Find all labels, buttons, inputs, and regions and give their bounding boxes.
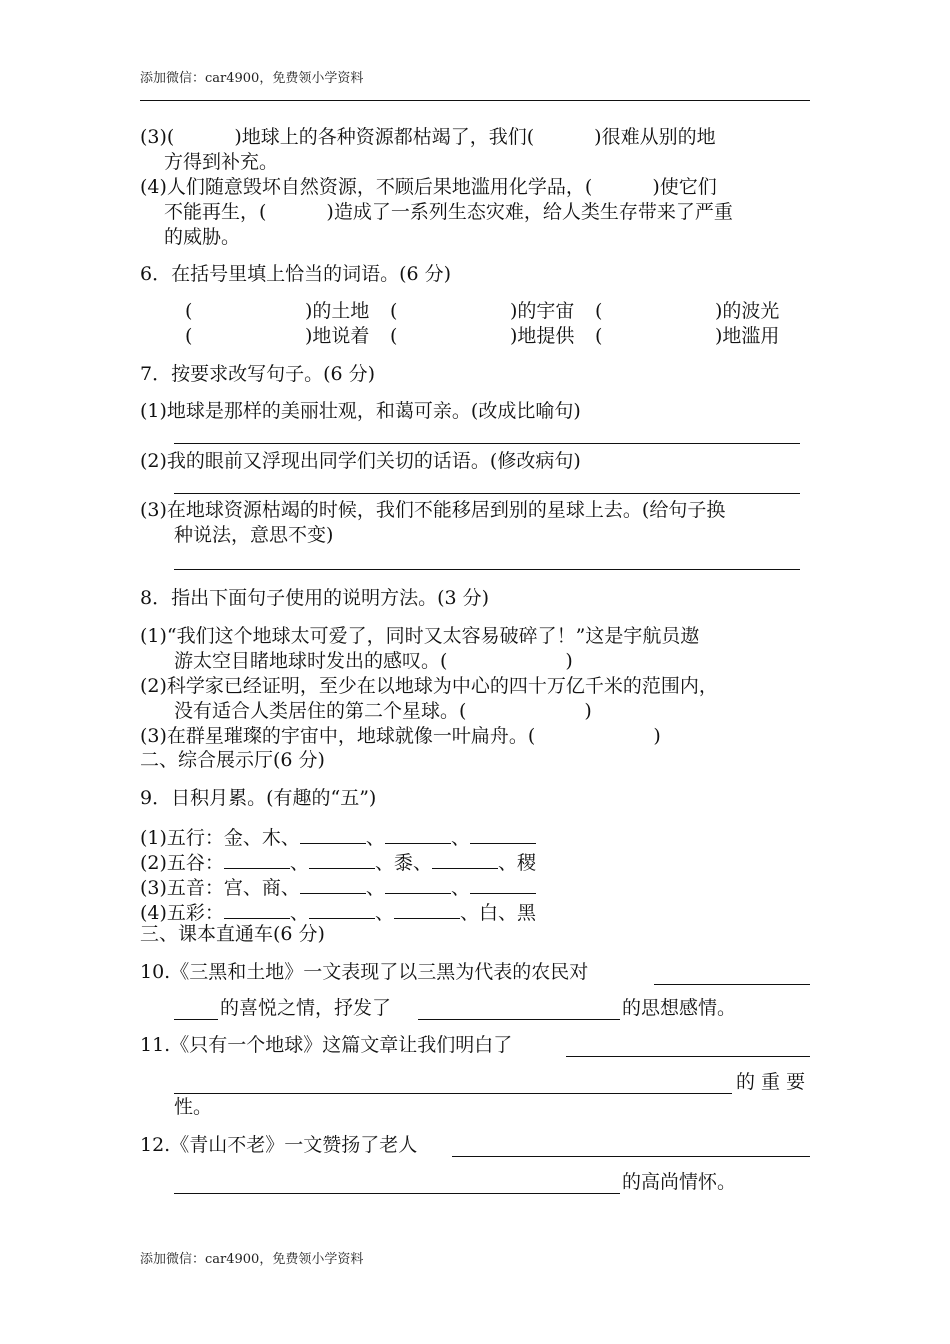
- q9-l1-blank2[interactable]: [385, 823, 451, 844]
- q6-r1-item2: )的宇宙: [510, 300, 575, 322]
- q9-l2-blank2[interactable]: [309, 848, 375, 869]
- q9-l2-blank1[interactable]: [224, 848, 290, 869]
- q6-r1-open3: (: [595, 300, 603, 322]
- q6-r2-open2: (: [390, 325, 398, 347]
- q10-line1: 10.《三黑和土地》一文表现了以三黑为代表的农民对: [140, 961, 589, 983]
- q6-r2-item3: )地滥用: [715, 325, 780, 347]
- q6-r2-item2: )地提供: [510, 325, 575, 347]
- q7-s2: (2)我的眼前又浮现出同学们关切的话语。(修改病句): [140, 450, 581, 472]
- q11-blank1a[interactable]: [566, 1056, 810, 1057]
- q8-s2-line1: (2)科学家已经证明，至少在以地球为中心的四十万亿千米的范围内，: [140, 675, 718, 697]
- q12-line1: 12.《青山不老》一文赞扬了老人: [140, 1134, 418, 1156]
- q8-s2-line2: 没有适合人类居住的第二个星球。( ): [174, 700, 592, 722]
- q5-item4-line2: 不能再生，( )造成了一系列生态灾难，给人类生存带来了严重: [164, 201, 733, 223]
- q9-line2: (2)五谷： 、 、黍、 、稷: [140, 848, 812, 875]
- q11-blank1b[interactable]: [174, 1093, 732, 1094]
- q12-blank1a[interactable]: [452, 1156, 810, 1157]
- q12-part2: 的高尚情怀。: [622, 1171, 737, 1193]
- q7-s2-answer-line[interactable]: [174, 493, 800, 494]
- q9-l3-blank1[interactable]: [300, 873, 366, 894]
- q8-s1-line2: 游太空目睹地球时发出的感叹。( ): [174, 650, 573, 672]
- q5-item4-line1: (4)人们随意毁坏自然资源，不顾后果地滥用化学品，( )使它们: [140, 176, 717, 198]
- q7-s3-line1: (3)在地球资源枯竭的时候，我们不能移居到别的星球上去。(给句子换: [140, 499, 726, 521]
- q11-line3: 性。: [174, 1096, 213, 1118]
- q10-part2: 的喜悦之情，抒发了: [220, 997, 392, 1019]
- q9-title: 9．日积月累。(有趣的“五”): [140, 787, 377, 809]
- q11-line1: 11.《只有一个地球》这篇文章让我们明白了: [140, 1034, 513, 1056]
- q7-s3-line2: 种说法，意思不变): [174, 524, 334, 546]
- q7-s3-answer-line[interactable]: [174, 569, 800, 570]
- section-2-title: 二、综合展示厅(6 分): [140, 749, 325, 771]
- q12-blank1b[interactable]: [174, 1193, 620, 1194]
- page-footer: 添加微信：car4900，免费领小学资料: [140, 1252, 364, 1267]
- header-rule: [140, 100, 810, 101]
- q8-s3: (3)在群星璀璨的宇宙中，地球就像一叶扁舟。( ): [140, 725, 661, 747]
- q6-r1-item1: )的土地: [305, 300, 370, 322]
- q10-blank1b[interactable]: [174, 1019, 218, 1020]
- q6-r1-open2: (: [390, 300, 398, 322]
- q11-part2: 的 重 要: [736, 1071, 806, 1093]
- q5-item3-line1: (3)( )地球上的各种资源都枯竭了，我们( )很难从别的地: [140, 126, 716, 148]
- q9-l3-blank3[interactable]: [470, 873, 536, 894]
- q10-blank2[interactable]: [418, 1019, 620, 1020]
- q10-blank1a[interactable]: [654, 984, 810, 985]
- q9-l4-blank3[interactable]: [394, 898, 460, 919]
- q9-line1: (1)五行：金、木、 、 、: [140, 823, 812, 850]
- q6-r1-open1: (: [185, 300, 193, 322]
- q9-line4: (4)五彩： 、 、 、白、黑: [140, 898, 812, 925]
- q10-part3: 的思想感情。: [622, 997, 737, 1019]
- q6-r1-item3: )的波光: [715, 300, 780, 322]
- q9-l2-blank3[interactable]: [432, 848, 498, 869]
- q7-s1: (1)地球是那样的美丽壮观，和蔼可亲。(改成比喻句): [140, 400, 581, 422]
- q9-l3-blank2[interactable]: [385, 873, 451, 894]
- q5-item4-line3: 的威胁。: [164, 226, 241, 248]
- q6-title: 6．在括号里填上恰当的词语。(6 分): [140, 263, 452, 285]
- page-header: 添加微信：car4900，免费领小学资料: [140, 71, 364, 86]
- q7-s1-answer-line[interactable]: [174, 443, 800, 444]
- q8-title: 8．指出下面句子使用的说明方法。(3 分): [140, 587, 490, 609]
- q6-r2-item1: )地说着: [305, 325, 370, 347]
- q7-title: 7．按要求改写句子。(6 分): [140, 363, 376, 385]
- q6-r2-open1: (: [185, 325, 193, 347]
- q9-l1-blank1[interactable]: [300, 823, 366, 844]
- q9-l4-blank2[interactable]: [309, 898, 375, 919]
- q6-r2-open3: (: [595, 325, 603, 347]
- q9-line3: (3)五音：宫、商、 、 、: [140, 873, 812, 900]
- q8-s1-line1: (1)“我们这个地球太可爱了，同时又太容易破碎了！”这是宇航员遨: [140, 625, 700, 647]
- q5-item3-line2: 方得到补充。: [164, 151, 279, 173]
- q9-l4-blank1[interactable]: [224, 898, 290, 919]
- section-3-title: 三、课本直通车(6 分): [140, 923, 325, 945]
- q9-l1-blank3[interactable]: [470, 823, 536, 844]
